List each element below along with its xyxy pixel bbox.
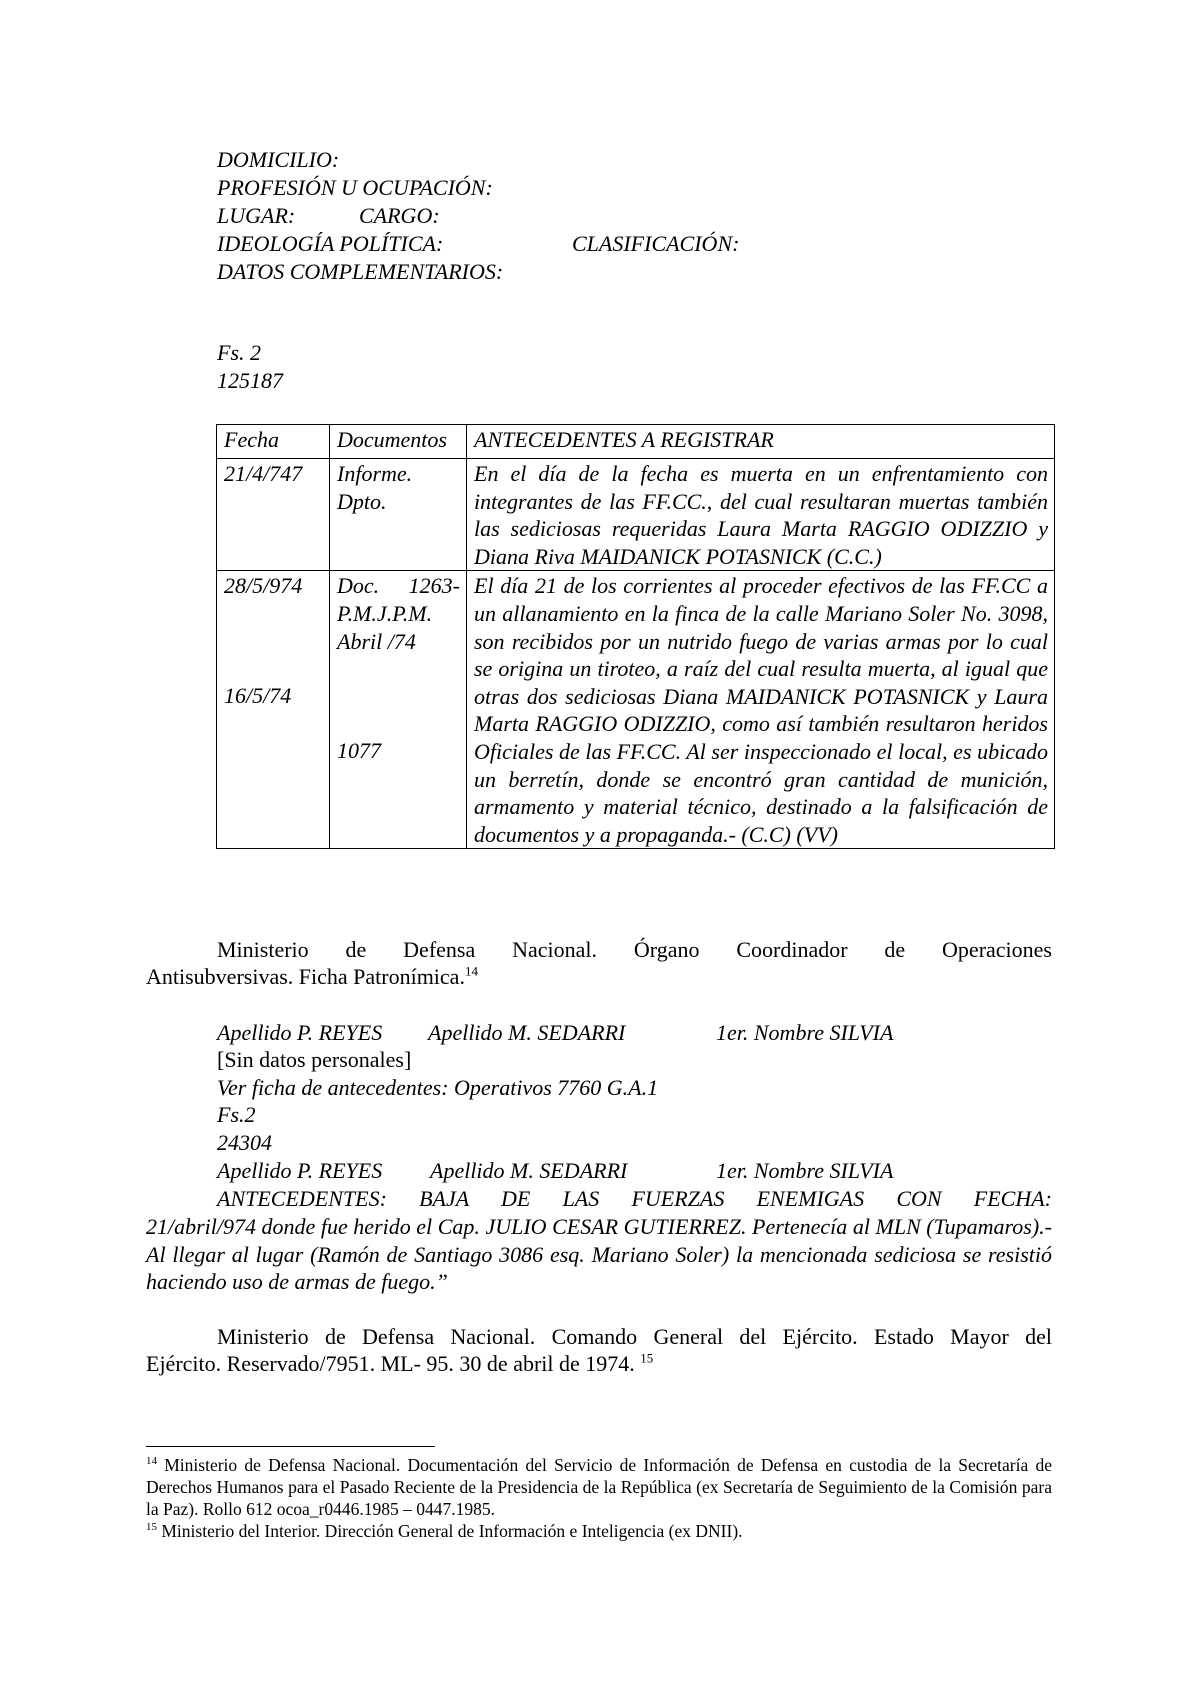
row1-documentos [330, 459, 467, 571]
folio-fs: Fs. 2 [217, 340, 261, 365]
ficha-apellido-m: Apellido M. SEDARRI [428, 1020, 626, 1045]
para1-line2-text: Antisubversivas. Ficha Patronímica. [146, 964, 465, 989]
header-fecha: Fecha [217, 425, 330, 459]
ficha-apellido-p2: Apellido P. REYES [217, 1158, 383, 1183]
row1-doc-line1: Informe. [337, 461, 413, 486]
footnote-ref-15: 15 [640, 1350, 654, 1366]
footnote-14 [146, 1454, 1052, 1520]
footnote-15-number: 15 [146, 1521, 157, 1534]
footnote-14-number: 14 [146, 1455, 157, 1468]
footnote-15 [146, 1520, 1052, 1542]
row2-documentos [330, 571, 467, 849]
ficha-antecedentes-line1: ANTECEDENTES: BAJA DE LAS FUERZAS ENEMIGAS CON FECHA: [217, 1186, 1052, 1211]
field-lugar: LUGAR: [217, 203, 296, 228]
para1-line1: Ministerio de Defensa Nacional. Órgano Coordinador de Operaciones [217, 937, 1052, 962]
field-domicilio: DOMICILIO: [217, 147, 340, 172]
ficha-apellido-m2: Apellido M. SEDARRI [430, 1158, 628, 1183]
field-profesion: PROFESIÓN U OCUPACIÓN: [217, 175, 493, 200]
para2-line1: Ministerio de Defensa Nacional. Comando General del Ejército. Estado Mayor del [217, 1324, 1052, 1349]
header-fields [217, 146, 740, 286]
ficha-ver-ficha: Ver ficha de antecedentes: Operativos 7760 G.A.1 [217, 1075, 659, 1100]
row2-fecha2: 16/5/74 [224, 682, 292, 708]
footnote-15-text: Ministerio del Interior. Dirección General de Información e Inteligencia (ex DNII). [161, 1521, 743, 1541]
row2-doc-line1: Doc. 1263- [337, 573, 460, 599]
field-cargo: CARGO: [359, 203, 440, 228]
footnote-14-text: Ministerio de Defensa Nacional. Documentación del Servicio de Información de Defensa en custodia de la Secretaría de Derechos Humanos para el Pasado Reciente de la Presidencia de la República (ex Secretaría de Seguimiento de la Comisión para la Paz). Rollo 612 ocoa_r0446.1985 – 0447.1985. [146, 1455, 1053, 1519]
ficha-antecedentes-rest: 21/abril/974 donde fue herido el Cap. JULIO CESAR GUTIERREZ. Pertenecía al MLN (Tupamaros).- Al llegar al lugar (Ramón de Santiago 3086 esq. Mariano Soler) la mencionada sediciosa se resistió haciendo uso de armas de fuego.” [146, 1214, 1052, 1294]
ficha-nombre: 1er. Nombre SILVIA [716, 1020, 894, 1045]
ficha-number: 24304 [217, 1130, 272, 1155]
ficha-apellido-p: Apellido P. REYES [217, 1020, 383, 1045]
row2-antecedentes: El día 21 de los corrientes al proceder efectivos de las FF.CC a un allanamiento en la finca de la calle Mariano Soler No. 3098, son recibidos por un nutrido fuego de varias armas por lo cual se origina un tiroteo, a raíz del cual resulta muerta, al igual que otras dos sediciosas Diana MAIDANICK POTASNICK y Laura Marta RAGGIO ODIZZIO, como así también resultaron heridos Oficiales de las FF.CC. Al ser inspeccionado el local, es ubicado un berretín, donde se encontró gran cantidad de munición, armamento y material técnico, destinado a la falsificación de documentos y a propaganda.- (C.C) (VV) [467, 571, 1055, 849]
ficha-nombre2: 1er. Nombre SILVIA [716, 1158, 894, 1183]
header-antecedentes: ANTECEDENTES A REGISTRAR [467, 425, 1055, 459]
table-row [217, 459, 1055, 571]
row2-doc-line4: 1077 [337, 738, 381, 764]
para2-line2 [146, 1350, 653, 1378]
para1-line2 [146, 963, 478, 991]
row1-antecedentes: En el día de la fecha es muerta en un enfrentamiento con integrantes de las FF.CC., del cual resultaran muertas también las sediciosas requeridas Laura Marta RAGGIO ODIZZIO y Diana Riva MAIDANICK POTASNICK (C.C.) [467, 459, 1055, 571]
header-documentos: Documentos [330, 425, 467, 459]
row2-doc-line3: Abril /74 [337, 628, 416, 654]
field-datos-complementarios: DATOS COMPLEMENTARIOS: [217, 259, 504, 284]
footnote-divider [146, 1446, 435, 1447]
para2-line2-text: Ejército. Reservado/7951. ML- 95. 30 de abril de 1974. [146, 1351, 635, 1376]
row1-fecha: 21/4/747 [217, 459, 330, 571]
row2-fecha1: 28/5/974 [224, 573, 303, 599]
ficha-sin-datos: [Sin datos personales] [217, 1047, 412, 1072]
row2-doc-line2: P.M.J.P.M. [337, 600, 433, 626]
field-lugar-cargo [217, 202, 503, 230]
field-ideologia: IDEOLOGÍA POLÍTICA: [217, 231, 444, 256]
row2-fecha [217, 571, 330, 849]
table-header-row [217, 425, 1055, 459]
antecedentes-table [216, 424, 1055, 849]
field-ideologia-clasificacion [217, 230, 740, 258]
ficha-fs: Fs.2 [217, 1102, 256, 1127]
table-row [217, 571, 1055, 849]
footnote-ref-14: 14 [464, 963, 478, 979]
folio-number: 125187 [217, 368, 283, 393]
row1-doc-line2: Dpto. [337, 488, 387, 514]
field-clasificacion: CLASIFICACIÓN: [572, 231, 740, 256]
